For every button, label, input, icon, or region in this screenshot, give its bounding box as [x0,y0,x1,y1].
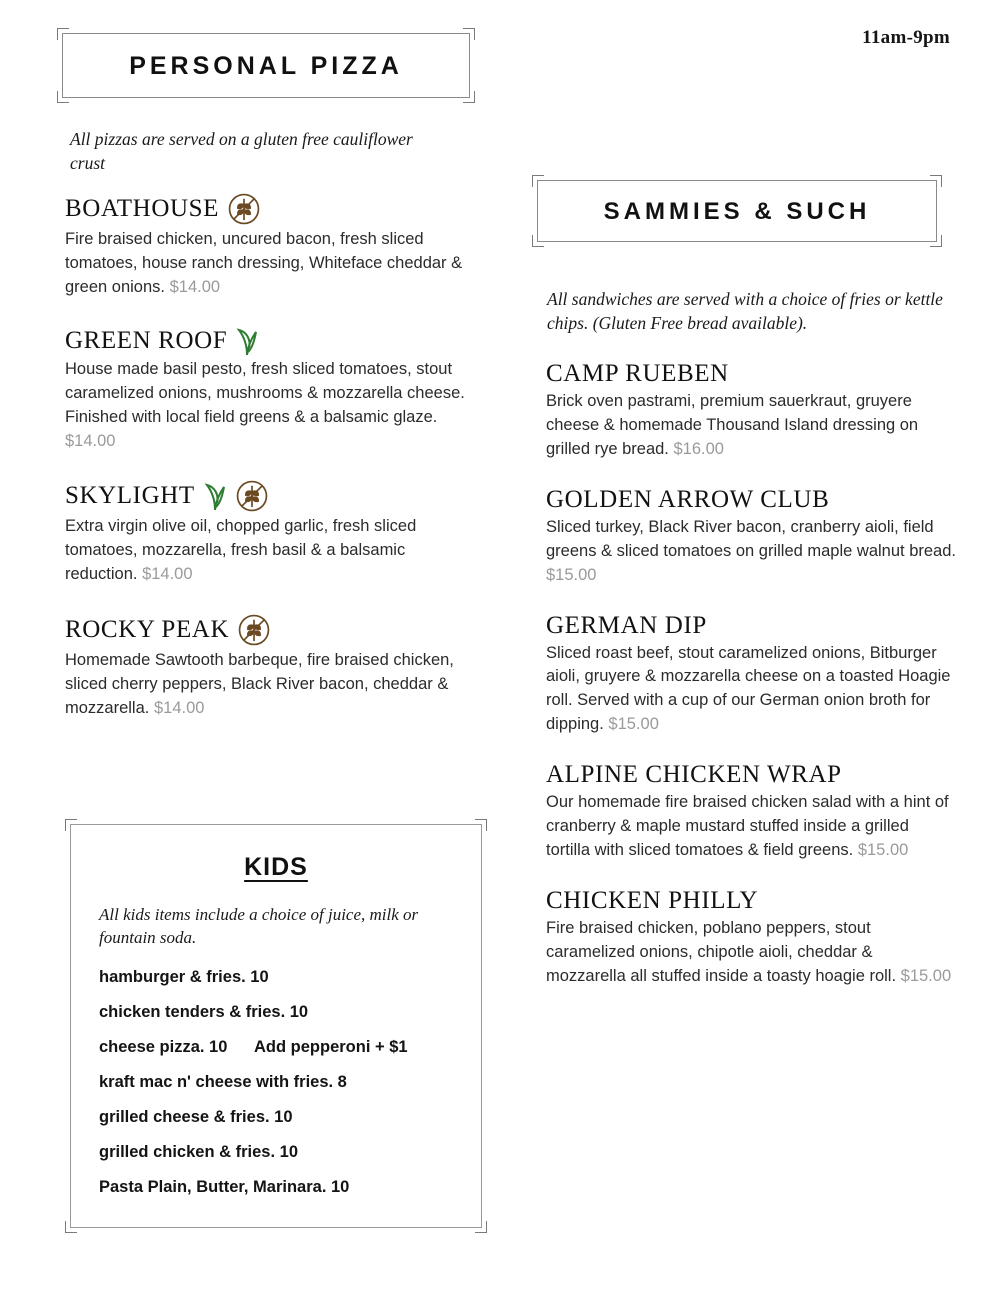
item-price: $14.00 [169,277,221,296]
item-name: CHICKEN PHILLY [546,886,759,914]
list-item [99,1073,481,1092]
kids-item-addon: Add pepperoni + $1 [254,1037,408,1056]
item-description [546,390,956,462]
kids-item-label: hamburger & fries. 10 [99,967,269,986]
item-header [65,613,465,647]
item-header [65,192,465,226]
item-description-text: House made basil pesto, fresh sliced tomatoes, stout caramelized onions, mushrooms & mozzarella cheese. Finished with local field greens & a balsamic glaze. [65,359,465,426]
kids-item-list [99,968,481,1197]
corner-tick [475,1221,487,1233]
item-header [65,479,465,513]
kids-item-label: kraft mac n' cheese with fries. 8 [99,1072,347,1091]
item-description [65,515,465,587]
corner-tick [65,819,77,831]
kids-section [70,824,482,1228]
item-description [65,649,465,721]
section-header-personal-pizza [62,33,470,98]
item-description-text: Sliced roast beef, stout caramelized onions, Bitburger aioli, gruyere & mozzarella cheese on a toasted Hoagie roll. Served with a cup of our German onion broth for dipping. [546,643,951,734]
item-name: GOLDEN ARROW CLUB [546,485,830,513]
list-item [65,479,465,587]
list-item [99,1003,481,1022]
item-header [546,887,956,915]
corner-tick [463,91,475,103]
item-price: $14.00 [142,565,193,584]
item-description [546,642,956,738]
item-description-text: Homemade Sawtooth barbeque, fire braised chicken, sliced cherry peppers, Black River bacon, cheddar & mozzarella. [65,651,454,718]
corner-tick [475,819,487,831]
vegetarian-leaf-icon [203,481,227,511]
sammies-intro [547,288,957,335]
kids-intro-text: All kids items include a choice of juice, milk or fountain soda. [99,905,419,947]
list-item [99,1038,481,1057]
corner-tick [463,28,475,40]
item-description-text: Our homemade fire braised chicken salad with a hint of cranberry & maple mustard stuffed inside a grilled tortilla with sliced tomatoes & field greens. [546,793,949,860]
item-description-text: Fire braised chicken, uncured bacon, fresh sliced tomatoes, house ranch dressing, Whiteface cheddar & green onions. [65,230,463,296]
item-header [546,486,956,514]
item-name: SKYLIGHT [65,482,195,510]
sammies-intro-text: All sandwiches are served with a choice of fries or kettle chips. (Gluten Free bread available). [547,289,943,333]
item-description [65,228,465,300]
item-description [546,791,956,863]
gluten-free-icon [235,479,269,513]
item-price: $16.00 [673,439,724,458]
item-price: $14.00 [65,431,116,450]
list-item [546,486,956,588]
corner-tick [57,91,69,103]
item-description [65,358,465,454]
vegetarian-leaf-icon [235,326,259,356]
item-price: $15.00 [608,715,659,734]
item-price: $15.00 [857,841,909,860]
item-description-text: Fire braised chicken, poblano peppers, stout caramelized onions, chipotle aioli, cheddar & mozzarella all stuffed inside a toasty hoagie roll. [546,918,897,985]
item-name: ALPINE CHICKEN WRAP [546,761,842,789]
list-item [65,192,465,300]
item-price: $15.00 [900,966,952,985]
item-description-text: Brick oven pastrami, premium sauerkraut, gruyere cheese & homemade Thousand Island dressing on grilled rye bread. [546,392,919,458]
section-title-personal-pizza: PERSONAL PIZZA [129,52,403,80]
hours-label: 11am-9pm [862,27,950,48]
item-name: GREEN ROOF [65,326,228,354]
item-description-text: Sliced turkey, Black River bacon, cranberry aioli, field greens & sliced tomatoes on grilled maple walnut bread. [546,517,956,560]
gluten-free-icon [237,613,271,647]
item-header [546,360,956,388]
list-item [99,1178,481,1197]
corner-tick [532,175,544,187]
gluten-free-icon [227,192,261,226]
corner-tick [532,235,544,247]
pizza-intro [70,128,430,175]
corner-tick [930,175,942,187]
kids-item-label: grilled cheese & fries. 10 [99,1107,293,1126]
item-name: GERMAN DIP [546,611,707,639]
item-price: $14.00 [153,699,205,718]
item-header [65,326,465,356]
corner-tick [65,1221,77,1233]
item-price: $15.00 [546,565,597,584]
item-description-text: Extra virgin olive oil, chopped garlic, fresh sliced tomatoes, mozzarella, fresh basil & a balsamic reduction. [65,517,417,584]
section-header-sammies-and-such [537,180,937,242]
list-item [546,761,956,863]
list-item [65,613,465,721]
item-description [546,917,956,989]
section-title-kids: KIDS [244,853,308,881]
item-name: CAMP RUEBEN [546,360,729,387]
corner-tick [57,28,69,40]
item-name: BOATHOUSE [65,195,220,222]
kids-item-label: cheese pizza. 10 [99,1037,228,1056]
section-title-sammies-and-such: SAMMIES & SUCH [603,198,871,225]
pizza-item-list [65,192,465,739]
pizza-intro-text: All pizzas are served on a gluten free cauliflower crust [70,129,413,173]
kids-item-label: Pasta Plain, Butter, Marinara. 10 [99,1177,350,1196]
list-item [99,1108,481,1127]
list-item [99,968,481,987]
item-header [546,612,956,640]
corner-tick [930,235,942,247]
kids-item-label: chicken tenders & fries. 10 [99,1002,309,1021]
list-item [546,360,956,462]
list-item [546,887,956,989]
list-item [65,326,465,454]
item-name: ROCKY PEAK [65,616,230,644]
item-header [546,761,956,789]
list-item [99,1143,481,1162]
sammies-item-list [546,360,956,1007]
item-description [546,516,956,588]
list-item [546,612,956,738]
kids-item-label: grilled chicken & fries. 10 [99,1142,298,1161]
